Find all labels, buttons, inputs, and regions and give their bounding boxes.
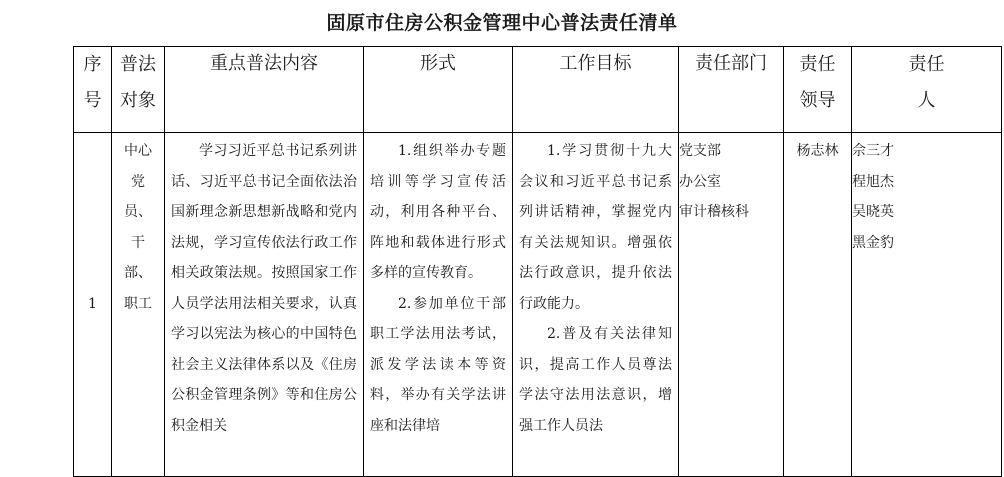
person-item: 佘三才 [852, 143, 894, 159]
responsibility-table [73, 46, 1002, 477]
cell-persons [852, 133, 1002, 477]
form-item-1: 1.组织举办专题培训等学习宣传活动，利用各种平台、阵地和载体进行形式多样的宣传教育。 [370, 143, 506, 281]
dept-item: 党支部 [679, 143, 721, 159]
header-person: 责任 人 [852, 47, 1002, 133]
header-row [74, 47, 1002, 133]
table-row [74, 133, 1002, 477]
header-content: 重点普法内容 [165, 47, 364, 133]
goal-item-1: 1.学习贯彻十九大会议和习近平总书记系列讲话精神，掌握党内有关法规知识。增强依法行政意识，提升依法行政能力。 [519, 143, 672, 312]
content-paragraph: 学习习近平总书记系列讲话、习近平总书记全面依法治国新理念新思想新战略和党内法规，学习宣传依法行政工作相关政策法规。按照国家工作人员学法用法相关要求，认真学习以宪法为核心的中国特色社会主义法律体系以及《住房公积金管理条例》等和住房公积金相关 [171, 143, 357, 434]
document-title: 固原市住房公积金管理中心普法责任清单 [326, 12, 678, 34]
dept-item: 办公室 [679, 173, 721, 190]
header-seq: 序 号 [74, 47, 112, 133]
header-form: 形式 [364, 47, 513, 133]
cell-target: 中心 党 员、 干 部、 职工 [112, 133, 165, 477]
header-target: 普法 对象 [112, 47, 165, 133]
header-leader: 责任 领导 [784, 47, 852, 133]
dept-item: 审计稽核科 [679, 204, 749, 220]
cell-seq: 1 [74, 133, 112, 477]
header-goal: 工作目标 [513, 47, 679, 133]
goal-item-2: 2.普及有关法律知识，提高工作人员尊法学法守法用法意识，增强工作人员法 [519, 326, 672, 434]
cell-dept [679, 133, 784, 477]
cell-goal [513, 133, 679, 477]
header-dept: 责任部门 [679, 47, 784, 133]
person-item: 吴晓英 [852, 204, 894, 220]
cell-leader: 杨志林 [784, 133, 852, 477]
person-item: 黑金豹 [852, 234, 894, 251]
form-item-2: 2.参加单位干部职工学法用法考试，派发学法读本等资料，举办有关学法讲座和法律培 [370, 295, 506, 434]
cell-content [165, 133, 364, 477]
person-item: 程旭杰 [852, 173, 894, 190]
cell-form [364, 133, 513, 477]
